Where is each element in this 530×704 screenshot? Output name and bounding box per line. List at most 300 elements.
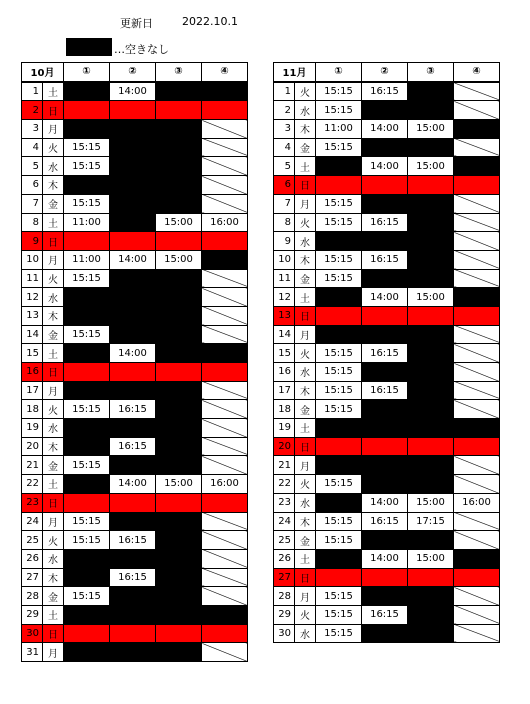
full-slot-2 [110,194,156,213]
day-number: 17 [22,381,43,400]
no-slot-4 [202,531,248,550]
available-slot-3: 15:00 [408,120,454,139]
table-row [274,344,500,363]
full-slot-1 [316,157,362,176]
full-slot-3 [408,605,454,624]
available-slot-4: 16:00 [202,213,248,232]
full-slot-2 [362,138,408,157]
full-slot-3 [156,325,202,344]
no-slot-4 [202,269,248,288]
table-row [22,587,248,606]
full-slot-1 [316,549,362,568]
full-slot-1 [316,456,362,475]
weekday: 木 [43,306,64,325]
day-number: 24 [22,512,43,531]
full-slot-3 [408,381,454,400]
table-row [22,643,248,662]
weekday: 日 [43,363,64,382]
available-slot-1: 15:15 [64,587,110,606]
full-slot-4 [454,176,500,195]
full-slot-3 [408,101,454,120]
day-number: 3 [22,120,43,139]
day-number: 2 [22,101,43,120]
no-slot-4 [202,176,248,195]
table-row [274,306,500,325]
table-row [22,213,248,232]
weekday: 月 [295,587,316,606]
weekday: 金 [43,456,64,475]
no-slot-4 [454,344,500,363]
full-slot-3 [156,605,202,624]
available-slot-2: 16:15 [362,82,408,101]
full-slot-1 [316,419,362,438]
weekday: 月 [43,643,64,662]
full-slot-4 [454,306,500,325]
full-slot-2 [110,624,156,643]
full-slot-2 [362,176,408,195]
full-slot-2 [110,456,156,475]
available-slot-1: 15:15 [316,605,362,624]
full-slot-1 [64,437,110,456]
full-slot-2 [362,232,408,251]
weekday: 月 [295,194,316,213]
full-slot-1 [64,605,110,624]
full-slot-4 [202,344,248,363]
table-row [274,325,500,344]
full-slot-4 [202,363,248,382]
full-slot-3 [408,624,454,643]
full-slot-3 [408,363,454,382]
day-number: 19 [22,419,43,438]
day-number: 8 [274,213,295,232]
weekday: 水 [43,157,64,176]
weekday: 水 [43,288,64,307]
weekday: 月 [295,325,316,344]
updated-date: 2022.10.1 [182,15,238,28]
full-slot-4 [202,605,248,624]
available-slot-2: 16:15 [110,437,156,456]
no-slot-4 [202,568,248,587]
available-slot-4: 16:00 [454,493,500,512]
full-slot-4 [454,568,500,587]
table-row [274,605,500,624]
available-slot-2: 16:15 [110,531,156,550]
weekday: 日 [295,306,316,325]
full-slot-4 [454,437,500,456]
available-slot-2: 14:00 [362,120,408,139]
full-slot-1 [64,493,110,512]
full-slot-4 [454,288,500,307]
table-row [22,512,248,531]
available-slot-2: 16:15 [110,400,156,419]
available-slot-1: 15:15 [64,194,110,213]
table-row [274,101,500,120]
weekday: 火 [295,344,316,363]
full-slot-2 [362,306,408,325]
weekday: 土 [295,157,316,176]
no-slot-4 [454,269,500,288]
table-row [22,344,248,363]
table-row [22,176,248,195]
weekday: 火 [43,269,64,288]
table-row [274,568,500,587]
full-slot-3 [408,82,454,101]
available-slot-2: 16:15 [362,512,408,531]
table-row [22,437,248,456]
table-row [22,232,248,251]
table-row [274,512,500,531]
table-row [274,363,500,382]
no-slot-4 [202,549,248,568]
weekday: 金 [295,531,316,550]
table-row [22,306,248,325]
full-slot-1 [64,176,110,195]
full-slot-3 [408,138,454,157]
weekday: 金 [43,325,64,344]
available-slot-1: 15:15 [64,512,110,531]
table-row [22,605,248,624]
weekday: 金 [295,138,316,157]
day-number: 13 [274,306,295,325]
available-slot-1: 15:15 [64,456,110,475]
day-number: 11 [22,269,43,288]
table-row [22,419,248,438]
full-slot-4 [202,493,248,512]
full-slot-3 [156,363,202,382]
available-slot-1: 15:15 [64,157,110,176]
weekday: 日 [295,437,316,456]
full-slot-2 [110,157,156,176]
full-slot-1 [64,101,110,120]
available-slot-2: 14:00 [362,288,408,307]
available-slot-1: 15:15 [316,381,362,400]
full-slot-3 [408,531,454,550]
no-slot-4 [454,605,500,624]
weekday: 日 [295,568,316,587]
full-slot-3 [156,512,202,531]
weekday: 火 [295,82,316,101]
weekday: 火 [43,138,64,157]
available-slot-1: 15:15 [64,531,110,550]
day-number: 21 [22,456,43,475]
day-number: 4 [22,138,43,157]
table-row [22,138,248,157]
available-slot-2: 14:00 [362,157,408,176]
full-slot-1 [64,120,110,139]
available-slot-1: 15:15 [316,250,362,269]
table-row [274,194,500,213]
weekday: 土 [43,82,64,101]
full-slot-3 [408,475,454,494]
slot-header-3: ③ [156,63,202,82]
full-slot-3 [156,101,202,120]
full-slot-1 [64,381,110,400]
full-slot-2 [362,363,408,382]
weekday: 日 [43,101,64,120]
no-slot-4 [454,456,500,475]
table-row [22,456,248,475]
day-number: 16 [22,363,43,382]
no-slot-4 [454,213,500,232]
full-slot-3 [156,306,202,325]
full-slot-1 [64,232,110,251]
day-number: 22 [274,475,295,494]
no-slot-4 [454,531,500,550]
weekday: 木 [295,381,316,400]
available-slot-1: 15:15 [316,363,362,382]
available-slot-3: 15:00 [408,549,454,568]
day-number: 24 [274,512,295,531]
full-slot-1 [64,344,110,363]
full-slot-2 [110,101,156,120]
table-row [22,288,248,307]
table-row [274,531,500,550]
day-number: 11 [274,269,295,288]
full-slot-2 [110,176,156,195]
weekday: 日 [43,493,64,512]
full-slot-2 [110,493,156,512]
table-row [274,587,500,606]
full-slot-3 [156,437,202,456]
full-slot-2 [110,363,156,382]
available-slot-2: 14:00 [110,344,156,363]
no-slot-4 [454,624,500,643]
available-slot-1: 15:15 [316,512,362,531]
weekday: 月 [43,512,64,531]
table-row [274,400,500,419]
table-row [274,381,500,400]
table-row [22,549,248,568]
available-slot-1: 15:15 [316,624,362,643]
day-number: 14 [22,325,43,344]
full-slot-2 [362,587,408,606]
full-slot-1 [316,232,362,251]
weekday: 土 [43,475,64,494]
full-slot-3 [156,587,202,606]
full-slot-1 [64,306,110,325]
day-number: 30 [274,624,295,643]
slot-header-4: ④ [202,63,248,82]
available-slot-1: 11:00 [316,120,362,139]
full-slot-2 [362,475,408,494]
available-slot-1: 11:00 [64,250,110,269]
weekday: 火 [43,531,64,550]
full-slot-2 [362,400,408,419]
month-label: 10月 [22,63,64,82]
updated-label: 更新日 [120,17,153,30]
full-slot-2 [362,194,408,213]
full-slot-4 [202,82,248,101]
table-row [274,176,500,195]
no-slot-4 [454,587,500,606]
available-slot-2: 16:15 [362,605,408,624]
full-slot-4 [202,624,248,643]
no-slot-4 [454,232,500,251]
available-slot-1: 15:15 [316,82,362,101]
table-row [22,624,248,643]
table-row [274,456,500,475]
no-slot-4 [202,400,248,419]
available-slot-1: 15:15 [64,269,110,288]
november-schedule-table [273,62,500,643]
slot-header-4: ④ [454,63,500,82]
full-slot-3 [156,568,202,587]
weekday: 日 [43,232,64,251]
full-slot-3 [408,587,454,606]
table-row [22,493,248,512]
table-row [22,194,248,213]
day-number: 18 [274,400,295,419]
weekday: 水 [295,101,316,120]
table-row [274,232,500,251]
no-slot-4 [202,288,248,307]
weekday: 土 [43,605,64,624]
weekday: 日 [43,624,64,643]
full-slot-3 [408,232,454,251]
weekday: 木 [43,176,64,195]
table-row [274,475,500,494]
day-number: 1 [22,82,43,101]
day-number: 5 [274,157,295,176]
available-slot-2: 14:00 [110,82,156,101]
weekday: 月 [43,120,64,139]
full-slot-2 [110,269,156,288]
full-slot-2 [110,643,156,662]
no-slot-4 [202,194,248,213]
weekday: 木 [295,512,316,531]
full-slot-4 [454,549,500,568]
table-row [274,437,500,456]
day-number: 23 [274,493,295,512]
full-slot-2 [110,325,156,344]
full-slot-3 [408,325,454,344]
full-slot-3 [156,419,202,438]
full-slot-1 [64,419,110,438]
full-slot-4 [454,157,500,176]
no-slot-4 [202,306,248,325]
no-slot-4 [454,82,500,101]
full-slot-3 [408,176,454,195]
full-slot-1 [316,288,362,307]
full-slot-3 [408,250,454,269]
table-row [22,250,248,269]
day-number: 2 [274,101,295,120]
full-slot-2 [110,381,156,400]
available-slot-3: 15:00 [408,157,454,176]
full-slot-3 [408,306,454,325]
available-slot-2: 16:15 [362,250,408,269]
legend-text: …空きなし [114,43,169,56]
full-slot-1 [316,176,362,195]
available-slot-2: 16:15 [362,213,408,232]
available-slot-1: 15:15 [64,400,110,419]
day-number: 8 [22,213,43,232]
table-row [22,363,248,382]
day-number: 3 [274,120,295,139]
full-slot-3 [156,624,202,643]
legend-swatch [66,38,112,56]
full-slot-3 [408,344,454,363]
weekday: 木 [295,250,316,269]
table-row [22,269,248,288]
weekday: 火 [43,400,64,419]
full-slot-1 [64,82,110,101]
weekday: 月 [295,456,316,475]
no-slot-4 [454,138,500,157]
table-row [274,624,500,643]
table-row [274,82,500,101]
day-number: 31 [22,643,43,662]
day-number: 13 [22,306,43,325]
available-slot-1: 15:15 [64,138,110,157]
full-slot-3 [408,400,454,419]
day-number: 27 [22,568,43,587]
no-slot-4 [454,101,500,120]
no-slot-4 [454,512,500,531]
full-slot-2 [110,549,156,568]
day-number: 29 [22,605,43,624]
available-slot-1: 15:15 [316,344,362,363]
day-number: 7 [22,194,43,213]
table-row [274,419,500,438]
full-slot-2 [110,587,156,606]
full-slot-2 [110,512,156,531]
full-slot-1 [316,493,362,512]
no-slot-4 [454,363,500,382]
full-slot-1 [64,643,110,662]
weekday: 土 [295,549,316,568]
available-slot-3: 15:00 [408,288,454,307]
weekday: 日 [295,176,316,195]
full-slot-2 [110,419,156,438]
full-slot-3 [156,456,202,475]
full-slot-1 [64,549,110,568]
full-slot-1 [316,437,362,456]
no-slot-4 [454,250,500,269]
no-slot-4 [454,400,500,419]
full-slot-3 [408,213,454,232]
full-slot-1 [316,325,362,344]
no-slot-4 [202,512,248,531]
available-slot-2: 14:00 [110,250,156,269]
weekday: 土 [43,344,64,363]
day-number: 18 [22,400,43,419]
full-slot-2 [362,568,408,587]
table-row [274,493,500,512]
table-row [22,568,248,587]
day-number: 14 [274,325,295,344]
day-number: 29 [274,605,295,624]
full-slot-3 [156,344,202,363]
weekday: 水 [295,363,316,382]
available-slot-1: 15:15 [316,194,362,213]
full-slot-2 [362,269,408,288]
available-slot-1: 15:15 [316,138,362,157]
day-number: 12 [274,288,295,307]
full-slot-3 [156,269,202,288]
full-slot-2 [110,306,156,325]
available-slot-3: 15:00 [156,213,202,232]
full-slot-3 [408,269,454,288]
weekday: 木 [43,437,64,456]
no-slot-4 [202,138,248,157]
full-slot-2 [362,437,408,456]
day-number: 15 [274,344,295,363]
available-slot-3: 15:00 [408,493,454,512]
day-number: 26 [274,549,295,568]
no-slot-4 [454,325,500,344]
full-slot-4 [202,232,248,251]
